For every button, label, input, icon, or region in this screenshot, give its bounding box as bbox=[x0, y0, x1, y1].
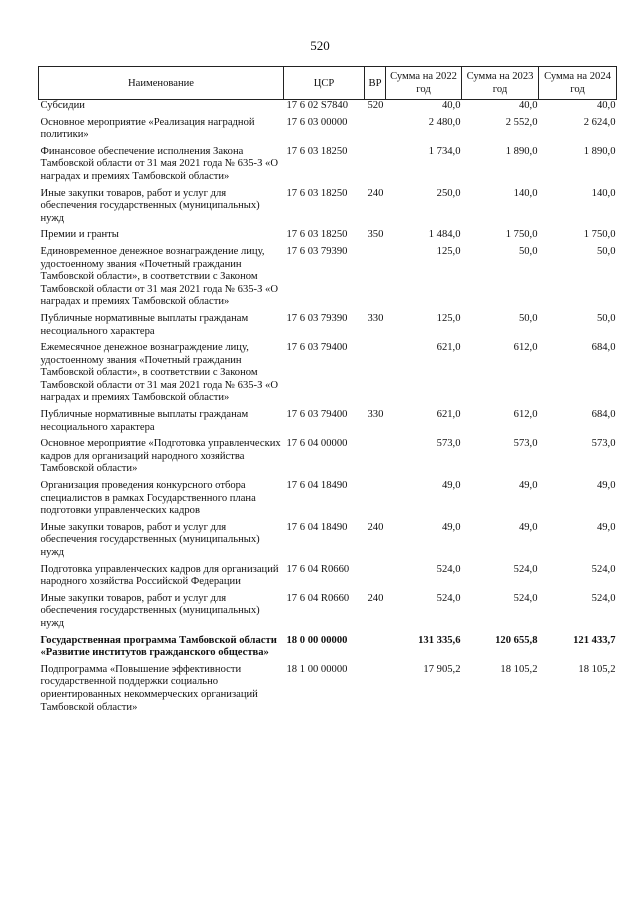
table-row bbox=[39, 246, 617, 313]
cell-sum-2023: 49,0 bbox=[518, 521, 538, 533]
cell-sum-2022: 125,0 bbox=[436, 312, 461, 324]
cell-name: Финансовое обеспечение исполнения Закона Тамбовской области от 31 мая 2021 года № 635-З «О наградах и премиях Тамбовской области» bbox=[40, 145, 278, 182]
cell-sum-2024: 18 105,2 bbox=[578, 663, 616, 675]
cell-name: Единовременное денежное вознаграждение лицу, удостоенному звания «Почетный гражданин Тамбовской области», в соответствии с Законом Тамбовской области от 31 мая 2021 года № 635-З «О наградах и премиях Тамбовской области» bbox=[40, 245, 278, 308]
cell-sum-2023: 50,0 bbox=[518, 245, 538, 257]
cell-sum-2024: 1 750,0 bbox=[583, 229, 616, 241]
cell-sum-2024: 49,0 bbox=[596, 480, 616, 492]
cell-sum-2023: 49,0 bbox=[518, 480, 538, 492]
cell-sum-2024: 50,0 bbox=[596, 245, 616, 257]
cell-name: Публичные нормативные выплаты гражданам несоциального характера bbox=[40, 312, 249, 337]
table-row bbox=[39, 100, 617, 117]
header-sum-2022: Сумма на 2022 год bbox=[386, 67, 462, 100]
table-row bbox=[39, 635, 617, 664]
cell-csr: 17 6 03 18250 bbox=[286, 187, 348, 199]
cell-csr: 17 6 03 79400 bbox=[286, 409, 348, 421]
cell-name: Иные закупки товаров, работ и услуг для обеспечения государственных (муниципальных) нужд bbox=[40, 187, 260, 224]
header-name: Наименование bbox=[39, 67, 284, 100]
cell-name: Субсидии bbox=[40, 100, 85, 111]
table-row bbox=[39, 188, 617, 230]
table-header-row bbox=[39, 67, 617, 100]
budget-table bbox=[38, 66, 617, 718]
cell-csr: 17 6 03 79390 bbox=[286, 312, 348, 324]
cell-vr: 240 bbox=[367, 187, 384, 199]
cell-sum-2024: 684,0 bbox=[591, 342, 616, 354]
cell-vr bbox=[365, 564, 386, 593]
cell-sum-2024: 50,0 bbox=[596, 312, 616, 324]
cell-sum-2024: 573,0 bbox=[591, 438, 616, 450]
cell-name: Организация проведения конкурсного отбора специалистов в рамках Государственного плана подготовки управленческих кадров bbox=[40, 480, 256, 517]
cell-sum-2023: 1 890,0 bbox=[505, 145, 538, 157]
cell-vr: 240 bbox=[367, 592, 384, 604]
cell-vr bbox=[365, 664, 386, 718]
cell-sum-2022: 524,0 bbox=[436, 592, 461, 604]
cell-vr bbox=[365, 146, 386, 188]
cell-sum-2023: 524,0 bbox=[513, 592, 538, 604]
cell-vr bbox=[365, 342, 386, 409]
cell-name: Государственная программа Тамбовской области «Развитие институтов гражданского общества» bbox=[40, 634, 277, 659]
cell-csr: 17 6 03 79400 bbox=[286, 342, 348, 354]
cell-name: Иные закупки товаров, работ и услуг для обеспечения государственных (муниципальных) нужд bbox=[40, 521, 260, 558]
cell-csr: 17 6 04 18490 bbox=[286, 521, 348, 533]
cell-vr bbox=[365, 480, 386, 522]
table-row bbox=[39, 438, 617, 480]
cell-name: Иные закупки товаров, работ и услуг для обеспечения государственных (муниципальных) нужд bbox=[40, 592, 260, 629]
cell-vr: 330 bbox=[367, 409, 384, 421]
table-row bbox=[39, 229, 617, 246]
cell-sum-2023: 140,0 bbox=[513, 187, 538, 199]
cell-sum-2023: 50,0 bbox=[518, 312, 538, 324]
cell-sum-2023: 612,0 bbox=[513, 409, 538, 421]
table-row bbox=[39, 117, 617, 146]
cell-sum-2022: 17 905,2 bbox=[423, 663, 461, 675]
cell-sum-2024: 1 890,0 bbox=[583, 145, 616, 157]
cell-vr bbox=[365, 117, 386, 146]
cell-sum-2024: 2 624,0 bbox=[583, 116, 616, 128]
cell-sum-2023: 120 655,8 bbox=[495, 634, 538, 646]
cell-name: Основное мероприятие «Реализация наградной политики» bbox=[40, 116, 255, 141]
cell-sum-2023: 1 750,0 bbox=[505, 229, 538, 241]
cell-sum-2024: 140,0 bbox=[591, 187, 616, 199]
cell-sum-2022: 1 734,0 bbox=[428, 145, 461, 157]
header-sum-2024: Сумма на 2024 год bbox=[539, 67, 617, 100]
table-row bbox=[39, 522, 617, 564]
table-row bbox=[39, 146, 617, 188]
cell-vr: 240 bbox=[367, 521, 384, 533]
cell-sum-2022: 49,0 bbox=[441, 480, 461, 492]
cell-name: Публичные нормативные выплаты гражданам несоциального характера bbox=[40, 409, 249, 433]
cell-sum-2022: 621,0 bbox=[436, 342, 461, 354]
table-body bbox=[39, 100, 617, 719]
header-vr: ВР bbox=[365, 67, 386, 100]
cell-sum-2024: 49,0 bbox=[596, 521, 616, 533]
cell-sum-2022: 125,0 bbox=[436, 245, 461, 257]
cell-name: Подготовка управленческих кадров для организаций народного хозяйства Российской Федерации bbox=[40, 563, 279, 588]
cell-sum-2022: 49,0 bbox=[441, 521, 461, 533]
cell-csr: 17 6 04 R0660 bbox=[286, 563, 350, 575]
cell-sum-2023: 40,0 bbox=[518, 100, 538, 111]
page-number: 520 bbox=[310, 38, 330, 53]
cell-sum-2022: 131 335,6 bbox=[418, 634, 461, 646]
cell-csr: 17 6 02 S7840 bbox=[286, 100, 349, 111]
table-row bbox=[39, 564, 617, 593]
table-row bbox=[39, 409, 617, 438]
cell-name: Премии и гранты bbox=[40, 229, 119, 241]
cell-sum-2024: 524,0 bbox=[591, 592, 616, 604]
cell-name: Ежемесячное денежное вознаграждение лицу, удостоенному звания «Почетный гражданин Тамбовской области», в соответствии с Законом Тамбовской области от 31 мая 2021 года № 635-З «О наградах и премиях Тамбовской области» bbox=[40, 342, 278, 404]
table-row bbox=[39, 313, 617, 342]
cell-csr: 17 6 04 18490 bbox=[286, 480, 348, 492]
cell-vr bbox=[365, 438, 386, 480]
cell-sum-2023: 2 552,0 bbox=[505, 116, 538, 128]
header-sum-2023: Сумма на 2023 год bbox=[462, 67, 539, 100]
cell-sum-2022: 40,0 bbox=[441, 100, 461, 111]
cell-name: Подпрограмма «Повышение эффективности государственной поддержки социально ориентированных некоммерческих организаций Тамбовской области» bbox=[40, 663, 258, 713]
table-row bbox=[39, 593, 617, 635]
cell-sum-2022: 250,0 bbox=[436, 187, 461, 199]
header-csr: ЦСР bbox=[284, 67, 365, 100]
cell-sum-2023: 612,0 bbox=[513, 342, 538, 354]
table-row bbox=[39, 664, 617, 718]
cell-sum-2022: 621,0 bbox=[436, 409, 461, 421]
cell-sum-2023: 573,0 bbox=[513, 438, 538, 450]
cell-sum-2024: 684,0 bbox=[591, 409, 616, 421]
cell-sum-2024: 40,0 bbox=[596, 100, 616, 111]
cell-sum-2022: 2 480,0 bbox=[428, 116, 461, 128]
cell-csr: 18 0 00 00000 bbox=[286, 634, 348, 646]
cell-vr bbox=[365, 246, 386, 313]
cell-sum-2022: 524,0 bbox=[436, 563, 461, 575]
cell-csr: 17 6 03 00000 bbox=[286, 116, 348, 128]
cell-csr: 17 6 04 00000 bbox=[286, 438, 348, 450]
cell-vr: 520 bbox=[367, 100, 384, 111]
cell-sum-2024: 121 433,7 bbox=[573, 634, 616, 646]
table-row bbox=[39, 342, 617, 409]
cell-csr: 17 6 04 R0660 bbox=[286, 592, 350, 604]
cell-sum-2022: 573,0 bbox=[436, 438, 461, 450]
cell-sum-2023: 524,0 bbox=[513, 563, 538, 575]
cell-csr: 17 6 03 79390 bbox=[286, 245, 348, 257]
cell-name: Основное мероприятие «Подготовка управленческих кадров для организаций народного хозяйства Тамбовской области» bbox=[40, 438, 281, 475]
cell-sum-2023: 18 105,2 bbox=[500, 663, 538, 675]
cell-csr: 17 6 03 18250 bbox=[286, 229, 348, 241]
cell-sum-2022: 1 484,0 bbox=[428, 229, 461, 241]
cell-vr: 330 bbox=[367, 312, 384, 324]
cell-csr: 18 1 00 00000 bbox=[286, 663, 348, 675]
cell-csr: 17 6 03 18250 bbox=[286, 145, 348, 157]
cell-vr bbox=[365, 635, 386, 664]
table-row bbox=[39, 480, 617, 522]
cell-sum-2024: 524,0 bbox=[591, 563, 616, 575]
cell-vr: 350 bbox=[367, 229, 384, 241]
